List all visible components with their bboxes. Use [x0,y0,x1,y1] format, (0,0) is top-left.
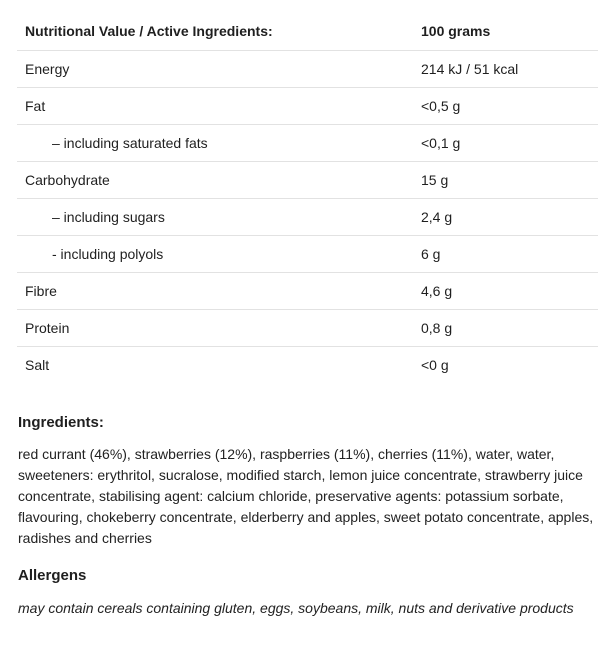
nutrition-row-fibre [17,272,598,309]
row-value: <0,5 g [421,87,598,124]
nutrition-table [17,13,598,383]
nutrition-row-protein [17,309,598,346]
row-label: – including sugars [17,198,421,235]
allergens-text: may contain cereals containing gluten, eggs, soybeans, milk, nuts and derivative products [18,600,574,616]
row-label: – including saturated fats [17,124,421,161]
row-value: 6 g [421,235,598,272]
row-value: <0,1 g [421,124,598,161]
row-value: 214 kJ / 51 kcal [421,50,598,87]
row-value: 4,6 g [421,272,598,309]
row-label: Fibre [17,272,421,309]
row-value: 15 g [421,161,598,198]
nutrition-row-carbohydrate [17,161,598,198]
row-label: Salt [17,346,421,383]
header-value: 100 grams [421,23,491,40]
row-value: 0,8 g [421,309,598,346]
row-label: Energy [17,50,421,87]
row-value: 2,4 g [421,198,598,235]
allergens-heading: Allergens [18,567,87,584]
nutrition-row-sugars [17,198,598,235]
nutrition-row-polyols [17,235,598,272]
nutrition-row-salt [17,346,598,383]
row-label: Carbohydrate [17,161,421,198]
row-label: Fat [17,87,421,124]
nutrition-row-fat [17,87,598,124]
row-label: - including polyols [17,235,421,272]
nutrition-row-energy [17,50,598,87]
row-value: <0 g [421,346,598,383]
ingredients-heading: Ingredients: [18,414,104,431]
ingredients-text: red currant (46%), strawberries (12%), raspberries (11%), cherries (11%), water, water, sweeteners: erythritol, sucralose, modified starch, lemon juice concentrate, strawberry juice concentrate, stabilising agent: calcium chloride, preservative agents: potassium sorbate, flavouring, chokeberry concentrate, elderberry and apples, sweet potato concentrate, apples, radishes and cherries [18,446,594,546]
nutrition-table-header [17,13,598,50]
header-label: Nutritional Value / Active Ingredients: [25,23,273,40]
row-label: Protein [17,309,421,346]
nutrition-row-saturated-fats [17,124,598,161]
